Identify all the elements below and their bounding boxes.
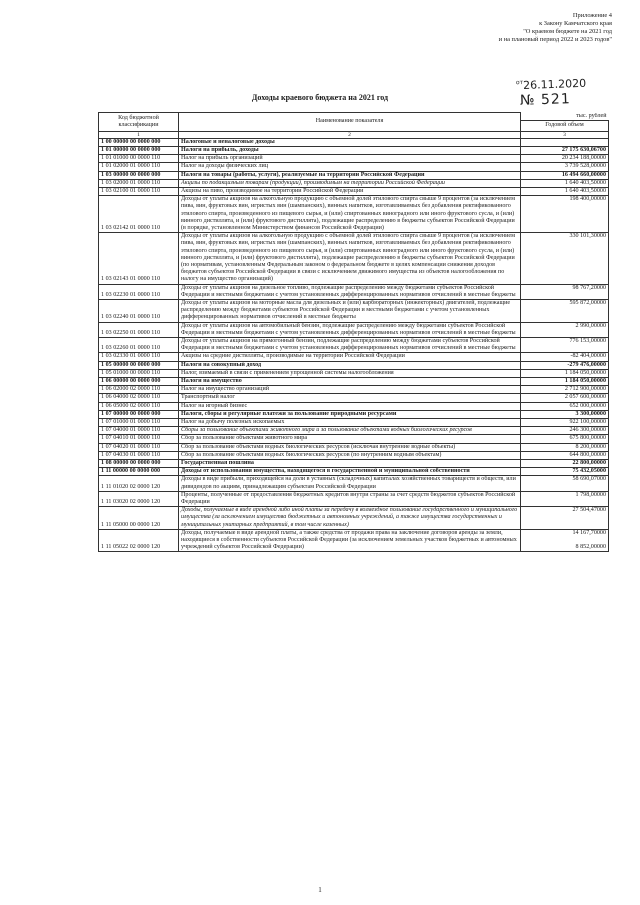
table-row	[99, 468, 609, 476]
row-name: Налог на прибыль организаций	[179, 155, 521, 163]
row-code: 1 01 01000 00 0000 110	[99, 155, 179, 163]
table-row	[99, 529, 609, 552]
row-name: Доходы от уплаты акцизов на автомобильный бензин, подлежащие распределению между бюджетами субъектов Российской Федерации и местными бюджетами с учетом установленных дифференцированных нормативов отчислений в местные бюджеты	[179, 322, 521, 337]
row-amount-value: 675 800,00000	[569, 435, 606, 442]
table-row	[99, 361, 609, 369]
row-code: 1 03 02000 01 0000 110	[99, 179, 179, 187]
row-amount-value: 16 494 660,00000	[561, 171, 606, 178]
table-row	[99, 507, 609, 530]
row-name: Сбор за пользование объектами водных биологических ресурсов (исключая внутренние водные объекты)	[179, 443, 521, 451]
row-code: 1 11 01020 02 0000 120	[99, 476, 179, 491]
row-amount-value: 1 184 050,00000	[564, 369, 606, 376]
table-row	[99, 171, 609, 179]
row-code: 1 03 02100 01 0000 110	[99, 187, 179, 195]
row-amount	[521, 299, 609, 322]
table-row	[99, 386, 609, 394]
row-code: 1 06 00000 00 0000 000	[99, 378, 179, 386]
appendix-header	[372, 12, 612, 44]
table-row	[99, 419, 609, 427]
table-row	[99, 435, 609, 443]
row-amount-value: 922 100,00000	[569, 419, 606, 426]
row-amount	[521, 491, 609, 506]
row-amount	[521, 163, 609, 171]
row-name: Налоги, сборы и регулярные платежи за пользование природными ресурсами	[179, 410, 521, 418]
row-amount	[521, 443, 609, 451]
row-code: 1 11 05022 02 0000 120	[99, 529, 179, 552]
row-amount-value: 2 712 900,00000	[564, 386, 606, 393]
row-amount	[521, 179, 609, 187]
row-amount-value: 644 800,00000	[569, 451, 606, 458]
row-amount	[521, 402, 609, 410]
row-amount-value: -82 404,00000	[570, 353, 606, 360]
row-name: Акцизы на пиво, производимое на территории Российской Федерации	[179, 187, 521, 195]
row-amount-value: 1 640 403,50000	[564, 179, 606, 186]
col-header-name: Наименование показателя	[179, 113, 521, 132]
row-name: Доходы от уплаты акцизов на алкогольную продукцию с объемной долей этилового спирта свыше 9 процентов (за исключением пива, вин, фруктовых вин, игристых вин (шампанских), винных напитков, изготавливаемых без добавления ректификованного этилового спирта, произведенного из пищевого сырья, и (или) спиртованных виноградного или иного фруктового сусла, и (или) винного дистиллята, и (или) фруктового дистиллята), подлежащие распределению в бюджеты субъектов Российской Федерации (по нормативам, установленным Федеральным законом о федеральном бюджете в целях компенсации снижения доходов бюджетов субъектов Российской Федерации в связи с исключением движимого имущества из объектов налогообложения по налогу на имущество организаций)	[179, 233, 521, 284]
row-name: Проценты, полученные от предоставления бюджетных кредитов внутри страны за счет средств бюджетов субъектов Российской Федерации	[179, 491, 521, 506]
row-amount	[521, 187, 609, 195]
row-amount-value: 776 153,00000	[569, 337, 606, 344]
row-name: Доходы от уплаты акцизов на моторные масла для дизельных и (или) карбюраторных (инжекторных) двигателей, подлежащие распределению между бюджетами субъектов Российской Федерации и местными бюджетами с учетом установленных дифференцированных нормативов отчислений в местные бюджеты	[179, 299, 521, 322]
table-row	[99, 410, 609, 418]
row-amount-value: 1 640 403,50000	[564, 187, 606, 194]
table-row	[99, 146, 609, 154]
row-code: 1 11 03020 02 0000 120	[99, 491, 179, 506]
row-name: Налог на доходы физических лиц	[179, 163, 521, 171]
row-amount-value: 198 400,00000	[569, 196, 606, 203]
row-amount	[521, 369, 609, 377]
row-name: Сборы за пользование объектами животного мира и за пользование объектами водных биологических ресурсов	[179, 427, 521, 435]
row-name: Государственная пошлина	[179, 460, 521, 468]
row-code: 1 03 02260 01 0000 110	[99, 337, 179, 352]
document-title: Доходы краевого бюджета на 2021 год	[251, 93, 389, 102]
row-code: 1 03 02330 01 0000 110	[99, 353, 179, 361]
row-amount	[521, 146, 609, 154]
row-code: 1 07 04030 01 0000 110	[99, 451, 179, 459]
date-prefix: от	[515, 78, 524, 87]
col-header-amount: Годовой объем	[521, 120, 609, 131]
row-amount	[521, 476, 609, 491]
row-amount-value: 2 990,00000	[575, 322, 606, 329]
page-number: 1	[318, 886, 322, 894]
table-row	[99, 460, 609, 468]
row-amount	[521, 233, 609, 284]
row-code: 1 06 02000 02 0000 110	[99, 386, 179, 394]
row-name: Налоги на прибыль, доходы	[179, 146, 521, 154]
row-name: Доходы от уплаты акцизов на дизельное топливо, подлежащие распределению между бюджетами субъектов Российской Федерации и местными бюджетами с учетом установленных дифференцированных нормативов отчислений в местные бюджеты	[179, 284, 521, 299]
table-row	[99, 322, 609, 337]
row-name: Доходы, получаемые в виде арендной платы, а также средства от продажи права на заключение договоров аренды за земли, находящиеся в собственности субъектов Российской Федерации (за исключением земельных участков бюджетных и автономных учреждений субъектов Российской Федерации)	[179, 529, 521, 552]
row-amount	[521, 196, 609, 233]
table-row	[99, 337, 609, 352]
row-amount-value: 58 690,07000	[572, 476, 606, 483]
row-amount-value: 22 800,00000	[572, 460, 606, 467]
row-amount-value: -279 476,00000	[567, 361, 606, 368]
row-amount-value: 3 739 528,00000	[564, 163, 606, 170]
row-amount-value: 1 184 050,00000	[564, 378, 606, 384]
row-amount-value: 98 767,20000	[572, 284, 606, 291]
row-amount	[521, 138, 609, 146]
row-amount-value: 595 872,00000	[569, 299, 606, 306]
row-name: Транспортный налог	[179, 394, 521, 402]
row-name: Сбор за пользование объектами водных биологических ресурсов (по внутренним водным объектам)	[179, 451, 521, 459]
row-name: Налоговые и неналоговые доходы	[179, 138, 521, 146]
row-code: 1 01 00000 00 0000 000	[99, 146, 179, 154]
row-amount	[521, 427, 609, 435]
law-date: 26.11.2020	[522, 76, 587, 92]
row-code: 1 00 00000 00 0000 000	[99, 138, 179, 146]
row-name: Доходы от уплаты акцизов на прямогонный бензин, подлежащие распределению между бюджетами субъектов Российской Федерации и местными бюджетами с учетом установленных дифференцированных нормативов отчислений в местные бюджеты	[179, 337, 521, 352]
row-amount	[521, 361, 609, 369]
appendix-line: "О краевом бюджете на 2021 год	[523, 28, 612, 35]
law-number: № 521	[519, 91, 571, 109]
row-amount	[521, 171, 609, 179]
row-amount	[521, 284, 609, 299]
table-row	[99, 155, 609, 163]
row-name: Доходы от использования имущества, находящегося в государственной и муниципальной собственности	[179, 468, 521, 476]
row-code: 1 06 05000 02 0000 110	[99, 402, 179, 410]
row-amount	[521, 386, 609, 394]
row-code: 1 07 04000 01 0000 110	[99, 427, 179, 435]
units-label: тыс. рублей	[576, 112, 607, 119]
appendix-line: Приложение 4	[572, 12, 612, 19]
row-amount-value: 20 234 188,00000	[561, 155, 606, 162]
row-code: 1 01 02000 01 0000 110	[99, 163, 179, 171]
row-name: Доходы от уплаты акцизов на алкогольную продукцию с объемной долей этилового спирта свыше 9 процентов (за исключением пива, вин, фруктовых вин, игристых вин (шампанских), винных напитков, изготавливаемых без добавления ректификованного этилового спирта, произведенного из пищевого сырья, и (или) спиртованных виноградного или иного фруктового сусла, и (или) винного дистиллята, и (или) фруктового дистиллята), подлежащие распределению в бюджеты субъектов Российской Федерации (в порядке, установленном Министерством финансов Российской Федерации)	[179, 196, 521, 233]
table-row	[99, 138, 609, 146]
col-number: 2	[179, 131, 521, 138]
table-row	[99, 476, 609, 491]
col-header-units	[521, 113, 609, 121]
table-row	[99, 353, 609, 361]
row-amount-value: 3 300,00000	[575, 410, 606, 417]
table-row	[99, 369, 609, 377]
row-amount	[521, 529, 609, 552]
row-code: 1 07 00000 00 0000 000	[99, 410, 179, 418]
col-number: 1	[99, 131, 179, 138]
row-code: 1 11 05000 00 0000 120	[99, 507, 179, 530]
row-code: 1 07 04020 01 0000 110	[99, 443, 179, 451]
row-amount	[521, 468, 609, 476]
appendix-line: к Закону Камчатского края	[539, 20, 612, 27]
row-amount-value: 246 300,00000	[569, 427, 606, 434]
law-date-stamp	[516, 77, 587, 92]
row-amount-value: 2 057 600,00000	[564, 394, 606, 401]
table-row	[99, 284, 609, 299]
row-name: Налоги на товары (работы, услуги), реализуемые на территории Российской Федерации	[179, 171, 521, 179]
row-code: 1 07 01000 01 0000 110	[99, 419, 179, 427]
appendix-line: и на плановый период 2022 и 2023 годов"	[498, 36, 612, 43]
row-name: Налог на добычу полезных ископаемых	[179, 419, 521, 427]
row-code: 1 06 04000 02 0000 110	[99, 394, 179, 402]
table-row	[99, 196, 609, 233]
table-row	[99, 179, 609, 187]
row-name: Налог на имущество организаций	[179, 386, 521, 394]
row-amount-value: 330 101,30000	[569, 233, 606, 240]
row-code: 1 03 02240 01 0000 110	[99, 299, 179, 322]
row-name: Акцизы по подакцизным товарам (продукции), производимым на территории Российской Федерации	[179, 179, 521, 187]
row-amount	[521, 378, 609, 386]
row-code: 1 05 00000 00 0000 000	[99, 361, 179, 369]
table-row	[99, 451, 609, 459]
table-row	[99, 163, 609, 171]
table-row	[99, 394, 609, 402]
row-name: Акцизы на средние дистилляты, производимые на территории Российской Федерации	[179, 353, 521, 361]
row-amount	[521, 419, 609, 427]
row-amount-value: 652 000,00000	[569, 402, 606, 409]
row-amount	[521, 435, 609, 443]
row-amount	[521, 353, 609, 361]
table-row	[99, 491, 609, 506]
revenue-table	[98, 112, 609, 552]
row-amount-value: 14 167,70000	[572, 529, 606, 536]
row-code: 1 03 02143 01 0000 110	[99, 233, 179, 284]
row-code: 1 03 02142 01 0000 110	[99, 196, 179, 233]
row-code: 1 05 01000 00 0000 110	[99, 369, 179, 377]
table-row	[99, 187, 609, 195]
table-row	[99, 443, 609, 451]
row-amount-value: 8 852,00000	[575, 544, 606, 551]
row-name: Налоги на имущество	[179, 378, 521, 386]
row-code: 1 08 00000 00 0000 000	[99, 460, 179, 468]
row-amount	[521, 322, 609, 337]
row-name: Налог, взимаемый в связи с применением упрощенной системы налогообложения	[179, 369, 521, 377]
row-amount	[521, 155, 609, 163]
row-code: 1 11 00000 00 0000 000	[99, 468, 179, 476]
row-name: Сбор за пользование объектами животного мира	[179, 435, 521, 443]
row-amount	[521, 460, 609, 468]
row-code: 1 03 00000 00 0000 000	[99, 171, 179, 179]
col-header-code: Код бюджетной классификации	[99, 113, 179, 132]
row-amount-value: 8 200,00000	[575, 443, 606, 450]
row-amount	[521, 394, 609, 402]
row-amount	[521, 410, 609, 418]
row-amount	[521, 507, 609, 530]
row-code: 1 03 02250 01 0000 110	[99, 322, 179, 337]
row-name: Доходы, получаемые в виде арендной либо иной платы за передачу в возмездное пользование государственного и муниципального имущества (за исключением имущества бюджетных и автономных учреждений, а также имущества государственных и муниципальных унитарных предприятий, в том числе казенных)	[179, 507, 521, 530]
table-row	[99, 233, 609, 284]
row-amount-value: 27 175 630,06700	[561, 146, 606, 153]
row-amount-value: 27 504,47000	[572, 507, 606, 514]
table-row	[99, 402, 609, 410]
col-number: 3	[521, 131, 609, 138]
row-amount-value: 75 432,05000	[572, 468, 606, 475]
row-amount	[521, 337, 609, 352]
row-name: Налоги на совокупный доход	[179, 361, 521, 369]
row-code: 1 03 02230 01 0000 110	[99, 284, 179, 299]
table-row	[99, 378, 609, 386]
row-amount-value: 1 798,00000	[575, 491, 606, 498]
row-name: Налог на игорный бизнес	[179, 402, 521, 410]
table-row	[99, 299, 609, 322]
row-code: 1 07 04010 01 0000 110	[99, 435, 179, 443]
row-amount	[521, 451, 609, 459]
row-name: Доходы в виде прибыли, приходящейся на доли в уставных (складочных) капиталах хозяйственных товариществ и обществ, или дивидендов по акциям, принадлежащим субъектам Российской Федерации	[179, 476, 521, 491]
table-row	[99, 427, 609, 435]
